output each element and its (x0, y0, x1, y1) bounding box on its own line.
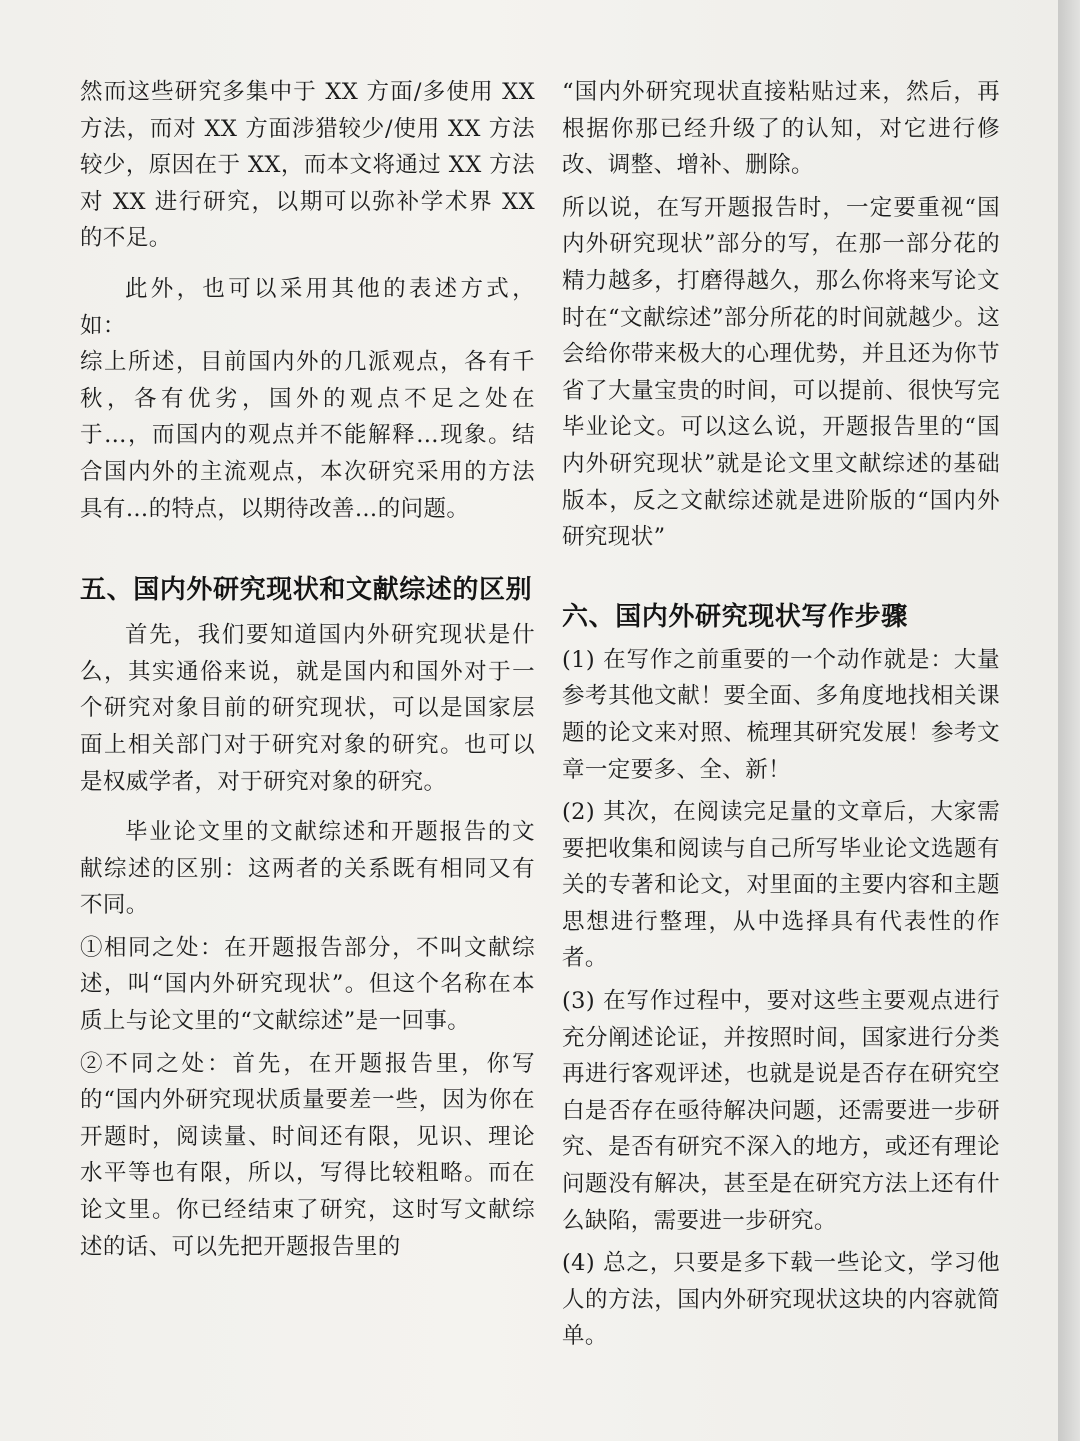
step-1: (1) 在写作之前重要的一个动作就是：大量参考其他文献！要全面、多角度地找相关课题的论文来对照、梳理其研究发展！参考文章一定要多、全、新！ (562, 646, 1000, 783)
paragraph-definition: 首先，我们要知道国内外研究现状是什么，其实通俗来说，就是国内和国外对于一个研究对象目前的研究现状，可以是国家层面上相关部门对于研究对象的研究。也可以是权威学者，对于研究对象的研究。 (80, 622, 535, 795)
page-edge-shadow (1058, 0, 1080, 1441)
step-4: (4) 总之，只要是多下载一些论文，学习他人的方法，国内外研究现状这块的内容就简单。 (562, 1250, 1000, 1350)
paragraph-xx-template: 然而这些研究多集中于 XX 方面/多使用 XX 方法，而对 XX 方面涉猎较少/使用 XX 方法较少，原因在于 XX，而本文将通过 XX 方法对 XX 进行研究，以期可以弥补学术界 XX 的不足。 (80, 79, 535, 252)
paragraph-importance: 所以说，在写开题报告时，一定要重视“国内外研究现状”部分的写，在那一部分花的精力越多，打磨得越久，那么你将来写论文时在“文献综述”部分所花的时间就越少。这会给你带来极大的心理优势，并且还为你节省了大量宝贵的时间，可以提前、很快写完毕业论文。可以这么说，开题报告里的“国内外研究现状”就是论文里文献综述的基础版本，反之文献综述就是进阶版的“国内外研究现状” (562, 194, 1000, 551)
left-column (80, 74, 535, 1265)
section-heading-6: 六、国内外研究现状写作步骤 (562, 601, 908, 632)
paragraph-continuation: “国内外研究现状直接粘贴过来，然后，再根据你那已经升级了的认知，对它进行修改、调整、增补、删除。 (562, 79, 1000, 179)
step-3: (3) 在写作过程中，要对这些主要观点进行充分阐述论证，并按照时间，国家进行分类再进行客观评述，也就是说是否存在研究空白是否存在亟待解决问题，还需要进一步研究、是否有研究不深入的地方，或还有理论问题没有解决，甚至是在研究方法上还有什么缺陷，需要进一步研究。 (562, 988, 1000, 1234)
paragraph-summary-example: 综上所述，目前国内外的几派观点，各有千秋，各有优劣，国外的观点不足之处在于…，而国内的观点并不能解释…现象。结合国内外的主流观点，本次研究采用的方法具有…的特点，以期待改善…的问题。 (80, 349, 535, 522)
paragraph-difference: ②不同之处：首先，在开题报告里，你写的“国内外研究现状质量要差一些，因为你在开题时，阅读量、时间还有限，见识、理论水平等也有限，所以，写得比较粗略。而在论文里。你已经结束了研究，这时写文献综述的话、可以先把开题报告里的 (80, 1050, 535, 1260)
right-column (562, 74, 1000, 1355)
step-2: (2) 其次，在阅读完足量的文章后，大家需要把收集和阅读与自己所写毕业论文选题有关的专著和论文，对里面的主要内容和主题思想进行整理，从中选择具有代表性的作者。 (562, 799, 1000, 972)
section-heading-5: 五、国内外研究现状和文献综述的区别 (80, 575, 533, 606)
paragraph-similarity: ①相同之处：在开题报告部分，不叫文献综述，叫“国内外研究现状”。但这个名称在本质上与论文里的“文献综述”是一回事。 (80, 934, 535, 1035)
paragraph-difference-intro: 毕业论文里的文献综述和开题报告的文献综述的区别：这两者的关系既有相同又有不同。 (80, 819, 535, 919)
paragraph-other-expression: 此外，也可以采用其他的表述方式，如： (80, 275, 535, 339)
